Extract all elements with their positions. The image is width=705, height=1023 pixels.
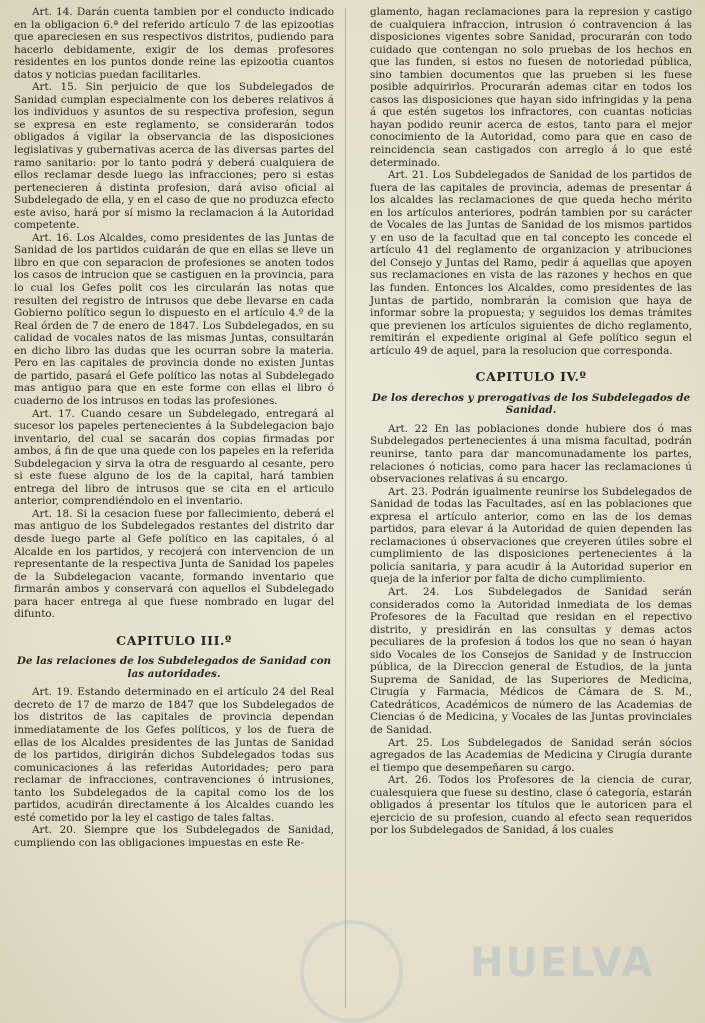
article-paragraph: Art. 20. Siempre que los Subdelegados de Sanidad, cumpliendo con las obligaciones impuestas en este Re- (14, 824, 334, 849)
watermark-seal (300, 920, 403, 1023)
article-paragraph: Art. 17. Cuando cesare un Subdelegado, entregará al sucesor los papeles pertenecientes á la Subdelegacion bajo inventario, del cual se sacarán dos copias firmadas por ambos, á fin de que una quede con los papeles en la referida Subdelegacion y sirva la otra de resguardo al cesante, pero si este fuese alguno de los de la capital, hará tambien entrega del libro de intrusos que se cita en el articulo anterior, comprendiéndolo en el inventario. (14, 407, 334, 508)
article-paragraph: glamento, hagan reclamaciones para la represion y castigo de cualquiera infraccion, intrusion ó contravencion á las disposiciones vigentes sobre Sanidad, procurarán con todo cuidado que contengan no solo pruebas de los hechos en que las funden, si estos no fuesen de notoriedad pública, sino tambien documentos que las prueben si les fuese posible adquirirlos. Procurarán ademas citar en todos los casos las disposiciones que hayan sido infringidas y la pena á que estén sugetos los infractores, con cuantas noticias hayan podido reunir acerca de estos, tanto para el mejor conocimiento de la Autoridad, como para que en caso de reincidencia sean castigados con arreglo á lo que esté determinado. (370, 6, 692, 169)
article-paragraph: Art. 16. Los Alcaldes, como presidentes de las Juntas de Sanidad de los partidos cuidarán de que en ellas se lleve un libro en que con separacion de profesiones se anoten todos los casos de intrucion que se castiguen en la provincia, para lo cual los Gefes polit cos les circularán las notas que resulten del registro de intrusos que debe llevarse en cada Gobierno político segun lo dispuesto en el artículo 4.º de la Real órden de 7 de enero de 1847. Los Subdelegados, en su calidad de vocales natos de las mismas Juntas, consultarán en dicho libro las dudas que les ocurran sobre la materia. Pero en las capitales de provincia donde no existen Juntas de partido, pasará el Gefe político las notas al Subdelegado mas antiguo para que en este forme con ellas el libro ó cuaderno de los intrusos en todas las profesiones. (14, 231, 334, 407)
article-paragraph: Art. 15. Sin perjuicio de que los Subdelegados de Sanidad cumplan especialmente con los deberes relativos á los individuos y asuntos de su respectiva profesion, segun se expresa en este reglamento, se considerarán todos obligados á vigilar la observancia de las disposiciones legislativas y gubernativas acerca de las diversas partes del ramo sanitario: por lo tanto podrá y deberá cualquiera de ellos reclamar desde luego las infracciones; pero si estas pertenecieren á distinta profesion, dará aviso oficial al Subdelegado de ella, y en el caso de que no produzca efecto este aviso, hará por sí mismo la reclamacion á la Autoridad competente. (14, 81, 334, 232)
article-paragraph: Art. 18. Si la cesacion fuese por fallecimiento, deberá el mas antiguo de los Subdelegados restantes del distrito dar desde luego parte al Gefe político en las capitales, ó al Alcalde en los partidos, y recojerá con intervencion de un representante de la respectiva Junta de Sanidad los papeles de la Subdelegacion vacante, formando inventario que firmarán ambos y conservará con aquellos el Subdelegado para hacer entrega al que fuese nombrado en lugar del difunto. (14, 507, 334, 621)
column-divider (345, 8, 346, 1008)
article-paragraph: Art. 19. Estando determinado en el artículo 24 del Real decreto de 17 de marzo de 1847 que los Subdelegados de los distritos de las capitales de provincia dependan inmediatamente de los Gefes políticos, y los de fuera de ellas de los Alcaldes presidentes de las Juntas de Sanidad de los partidos, dirigirán dichos Subdelegados todas sus comunicaciones á las referidas Autoridades; pero para reclamar de infracciones, contravenciones ó intrusiones, tanto los Subdelegados de la capital como los de los partidos, acudirán directamente á los Alcaldes cuando les esté cometido por la ley el castigo de tales faltas. (14, 686, 334, 824)
chapter-heading: CAPITULO IV.º (475, 369, 587, 385)
article-paragraph: Art. 21. Los Subdelegados de Sanidad de los partidos de fuera de las capitales de provincia, ademas de presentar á los alcaldes las reclamaciones de que queda hecho mérito en los artículos anteriores, podrán tambien por su carácter de Vocales de las Juntas de Sanidad de los mismos partidos y en uso de la facultad que en tal concepto les concede el artículo 41 del reglamento de organizacion y atribuciones del Consejo y Juntas del Ramo, pedir á aquellas que apoyen sus reclamaciones en vista de las razones y hechos en que las funden. Entonces los Alcaldes, como presidentes de las Juntas de partido, nombrarán la comision que haya de informar sobre la propuesta; y seguidos los demas trámites que previenen los artículos siguientes de dicho reglamento, remitirán el expediente original al Gefe político segun el artículo 49 de aquel, para la resolucion que corresponda. (370, 169, 692, 357)
article-paragraph: Art. 14. Darán cuenta tambien por el conducto indicado en la obligacion 6.ª del referido artículo 7 de las epizootias que apareciesen en sus respectivos distritos, pudiendo para hacerlo debidamente, exigir de los demas profesores residentes en los puntos donde reine las epizootia cuantos datos y noticias puedan facilitarles. (14, 6, 334, 81)
left-column (14, 6, 334, 849)
article-paragraph: Art. 23. Podrán igualmente reunirse los Subdelegados de Sanidad de todas las Facultades, así en las poblaciones que expresa el artículo anterior, como en las de los demas partidos, para elevar á la Autoridad de quien dependen las reclamaciones ú observaciones que creyeren útiles sobre el cumplimiento de las disposiciones pertenecientes á la policía sanitaria, y para acudir á la Autoridad superior en queja de la inferior por falta de dicho cumplimiento. (370, 485, 692, 586)
article-paragraph: Art. 25. Los Subdelegados de Sanidad serán sócios agregados de las Academias de Medicina y Cirugía durante el tiempo que desempeñaren su cargo. (370, 736, 692, 774)
chapter-subtitle: De las relaciones de los Subdelegados de Sanidad con las autoridades. (16, 655, 332, 680)
article-paragraph: Art. 22 En las poblaciones donde hubiere dos ó mas Subdelegados pertenecientes á una misma facultad, podrán reunirse, tanto para dar mancomunadamente los partes, relaciones ó noticias, como para hacer las reclamaciones ú observaciones relativas á su encargo. (370, 422, 692, 486)
article-paragraph: Art. 24. Los Subdelegados de Sanidad serán considerados como la Autoridad inmediata de los demas Profesores de la Facultad que residan en el repectivo distrito, y presidirán en las consultas y demas actos peculiares de la profesion á todos los que no sean ó hayan sido Vocales de los Consejos de Sanidad y de Instruccion pública, de la Direccion general de Estudios, de la junta Suprema de Sanidad, de las Superiores de Medicina, Cirugía y Farmacia, Médicos de Cámara de S. M., Catedráticos, Académicos de número de las Academias de Ciencias ó de Medicina, y Vocales de las Juntas provinciales de Sanidad. (370, 585, 692, 736)
right-column (370, 6, 692, 837)
article-paragraph: Art. 26. Todos los Profesores de la ciencia de curar, cualesquiera que fuese su destino, clase ó categoría, estarán obligados á presentar los títulos que le autoricen para el ejercicio de su profesion, cuando al efecto sean requeridos por los Subdelegados de Sanidad, á los cuales (370, 774, 692, 837)
chapter-heading: CAPITULO III.º (116, 632, 232, 648)
chapter-subtitle: De los derechos y prerogativas de los Subdelegados de Sanidad. (371, 391, 691, 417)
archive-watermark: HUELVA (470, 940, 655, 986)
